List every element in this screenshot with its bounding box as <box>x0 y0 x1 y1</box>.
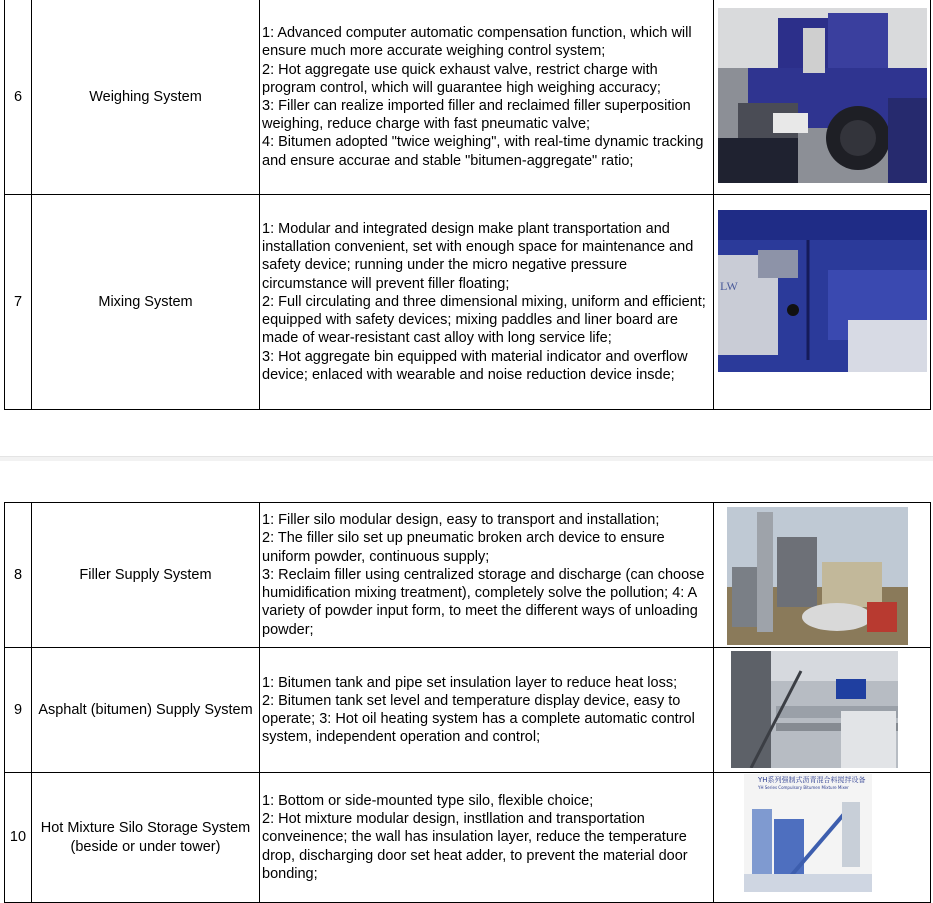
system-description: 1: Modular and integrated design make plant transportation and installation convenient, set with enough space for maintenance and safety device; running under the micro negative pressure circumstance will prevent filler floating; 2: Full circulating and three dimensional mixing, uniform and efficient; equipped with safety devices; mixing paddles and liner board are made of wear-resistant cast alloy with long service life; 3: Hot aggregate bin equipped with material indicator and overflow device; enlaced with wearable and noise reduction device insde; <box>260 195 714 410</box>
system-name: Filler Supply System <box>32 503 260 648</box>
system-description: 1: Advanced computer automatic compensation function, which will ensure much more accurate weighing control system; 2: Hot aggregate use quick exhaust valve, restrict charge with program control, which will guarantee high weighing accuracy; 3: Filler can realize imported filler and reclaimed filler superposition weighing, reduce charge with fast pneumatic valve; 4: Bitumen adopted "twice weighing", with real-time dynamic tracking and ensure accurae and stable "bitumen-aggregate" ratio; <box>260 0 714 195</box>
table-row <box>5 503 931 648</box>
mixing-system-photo <box>718 210 927 372</box>
system-description: 1: Bottom or side-mounted type silo, flexible choice; 2: Hot mixture modular design, instllation and transportation conveinence; the wall has insulation layer, reduce the temperature drop, discharging door set heat adder, to prevent the material door bonding; <box>260 773 714 903</box>
photo-cell <box>714 195 931 410</box>
weighing-system-photo <box>718 8 927 183</box>
table-row <box>5 195 931 410</box>
asphalt-supply-photo <box>731 651 898 768</box>
system-name: Asphalt (bitumen) Supply System <box>32 648 260 773</box>
hot-mixture-silo-photo <box>744 774 872 892</box>
spec-table-lower <box>4 502 931 903</box>
spec-table-upper <box>4 0 931 410</box>
page-divider <box>0 456 933 461</box>
table-row <box>5 648 931 773</box>
system-name: Hot Mixture Silo Storage System (beside or under tower) <box>32 773 260 903</box>
row-number: 7 <box>5 195 32 410</box>
photo-watermark: LW <box>720 279 738 293</box>
row-number: 10 <box>5 773 32 903</box>
photo-cell <box>714 648 931 773</box>
photo-caption-sub: YH Series Compulsory Bitumen Mixture Mixer <box>758 785 849 790</box>
row-number: 8 <box>5 503 32 648</box>
table-row <box>5 0 931 195</box>
system-description: 1: Filler silo modular design, easy to transport and installation; 2: The filler silo set up pneumatic broken arch device to ensure uniform powder, continuous supply; 3: Reclaim filler using centralized storage and discharge (can choose humidification mixing treatment), completely solve the pollution; 4: A variety of powder input form, to meet the different ways of unloading powder; <box>260 503 714 648</box>
table-row <box>5 773 931 903</box>
filler-supply-photo <box>727 507 908 645</box>
row-number: 9 <box>5 648 32 773</box>
row-number: 6 <box>5 0 32 195</box>
photo-cell <box>714 0 931 195</box>
photo-cell <box>714 773 931 903</box>
system-description: 1: Bitumen tank and pipe set insulation layer to reduce heat loss; 2: Bitumen tank set level and temperature display device, easy to operate; 3: Hot oil heating system has a complete automatic control system, independent operation and control; <box>260 648 714 773</box>
photo-caption: YH系列强制式沥青混合料搅拌设备 <box>758 776 866 784</box>
system-name: Mixing System <box>32 195 260 410</box>
system-name: Weighing System <box>32 0 260 195</box>
photo-cell <box>714 503 931 648</box>
